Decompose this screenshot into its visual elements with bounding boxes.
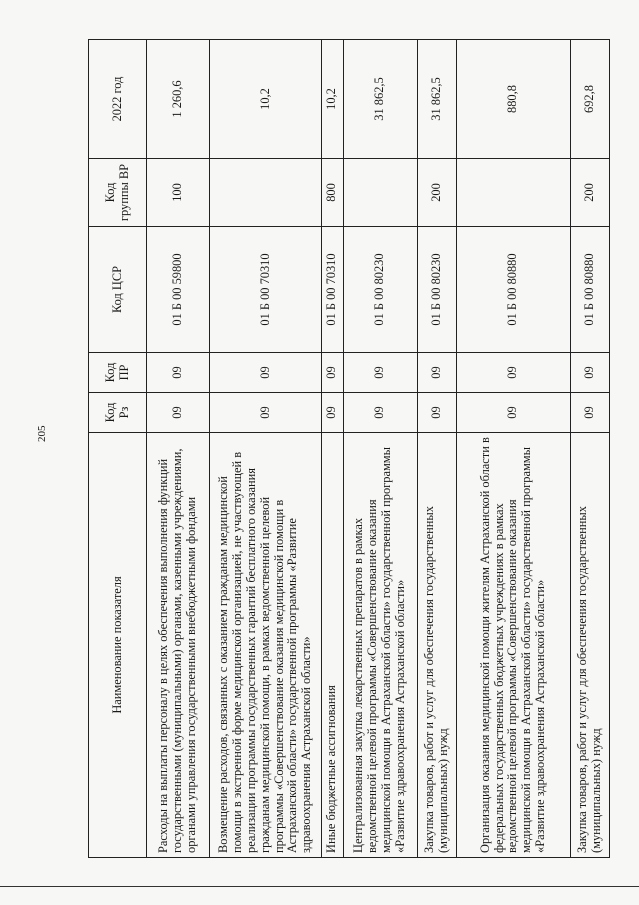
row-rz: 09 [147, 393, 210, 433]
table-row [147, 40, 210, 858]
row-name: Организация оказания медицинской помощи жителям Астраханской области в федеральных государственных бюджетных учреждениях в рамках ведомственной целевой программы «Совершенствование оказания медицинской помощи в Астраханской области» государственной программы «Развитие здравоохранения Астраханской области» [457, 433, 571, 858]
row-amount: 10,2 [321, 40, 343, 159]
row-amount: 31 862,5 [343, 40, 417, 159]
table-row [457, 40, 571, 858]
document-table-area [88, 40, 610, 858]
row-amount: 1 260,6 [147, 40, 210, 159]
row-csr: 01 Б 00 80230 [417, 227, 456, 353]
row-csr: 01 Б 00 80880 [570, 227, 609, 353]
row-pr: 09 [570, 353, 609, 393]
header-year: 2022 год [89, 40, 147, 159]
row-pr: 09 [417, 353, 456, 393]
row-csr: 01 Б 00 80880 [457, 227, 571, 353]
row-csr: 01 Б 00 59800 [147, 227, 210, 353]
row-name: Закупка товаров, работ и услуг для обеспечения государственных (муниципальных) нужд [417, 433, 456, 858]
row-name: Закупка товаров, работ и услуг для обеспечения государственных (муниципальных) нужд [570, 433, 609, 858]
budget-table [88, 39, 610, 858]
row-rz: 09 [343, 393, 417, 433]
page-number: 205 [36, 425, 48, 442]
table-header-row [89, 40, 147, 858]
row-amount: 31 862,5 [417, 40, 456, 159]
row-pr: 09 [210, 353, 322, 393]
row-vr: 100 [147, 159, 210, 227]
row-vr: 800 [321, 159, 343, 227]
row-rz: 09 [417, 393, 456, 433]
row-vr [343, 159, 417, 227]
row-csr: 01 Б 00 70310 [321, 227, 343, 353]
row-pr: 09 [147, 353, 210, 393]
row-amount: 880,8 [457, 40, 571, 159]
table-row [210, 40, 322, 858]
row-name: Централизованная закупка лекарственных препаратов в рамках ведомственной целевой программы «Совершенствование оказания медицинской помощи в Астраханской области» государственной программы «Развитие здравоохранения Астраханской области» [343, 433, 417, 858]
row-pr: 09 [343, 353, 417, 393]
table-row [570, 40, 609, 858]
row-pr: 09 [457, 353, 571, 393]
row-rz: 09 [570, 393, 609, 433]
page-bottom-rule [0, 886, 639, 887]
row-csr: 01 Б 00 70310 [210, 227, 322, 353]
row-pr: 09 [321, 353, 343, 393]
row-name: Возмещение расходов, связанных с оказанием гражданам медицинской помощи в экстренной форме медицинской организацией, не участвующей в реализации программы государственных гарантий бесплатного оказания гражданам медицинской помощи, в рамках ведомственной целевой программы «Совершенствование оказания медицинской помощи в Астраханской области» государственной программы «Развитие здравоохранения Астраханской области» [210, 433, 322, 858]
rotated-table-container [88, 40, 610, 858]
row-csr: 01 Б 00 80230 [343, 227, 417, 353]
row-amount: 10,2 [210, 40, 322, 159]
header-csr: Код ЦСР [89, 227, 147, 353]
header-vr: Код группы ВР [89, 159, 147, 227]
row-vr [210, 159, 322, 227]
table-row [321, 40, 343, 858]
row-rz: 09 [321, 393, 343, 433]
row-rz: 09 [457, 393, 571, 433]
row-name: Иные бюджетные ассигнования [321, 433, 343, 858]
table-row [417, 40, 456, 858]
header-name: Наименование показателя [89, 433, 147, 858]
header-rz: Код Рз [89, 393, 147, 433]
header-pr: Код ПР [89, 353, 147, 393]
table-row [343, 40, 417, 858]
row-vr [457, 159, 571, 227]
row-vr: 200 [417, 159, 456, 227]
row-vr: 200 [570, 159, 609, 227]
row-name: Расходы на выплаты персоналу в целях обеспечения выполнения функций государственными (муниципальными) органами, казенными учреждениями, органами управления государственными внебюджетными фондами [147, 433, 210, 858]
row-rz: 09 [210, 393, 322, 433]
row-amount: 692,8 [570, 40, 609, 159]
